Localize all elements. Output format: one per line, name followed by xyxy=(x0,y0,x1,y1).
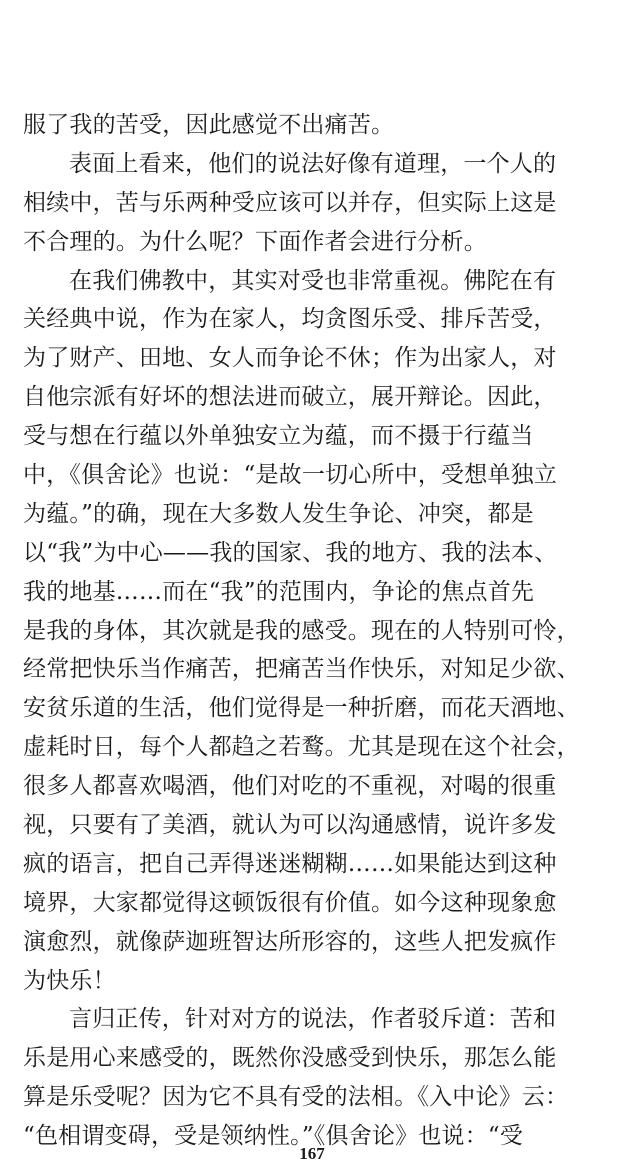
text-line: 视，只要有了美酒，就认为可以沟通感情，说许多发 xyxy=(23,812,557,839)
text-line: 为了财产、田地、女人而争论不休；作为出家人，对 xyxy=(23,345,557,372)
text-line: 自他宗派有好坏的想法进而破立，展开辩论。因此， xyxy=(23,384,557,411)
text-line: 不合理的。为什么呢？下面作者会进行分析。 xyxy=(23,228,487,255)
text-line: 以“我”为中心——我的国家、我的地方、我的法本、 xyxy=(23,539,558,566)
text-line: 关经典中说，作为在家人，均贪图乐受、排斥苦受， xyxy=(23,306,557,333)
text-line: 乐是用心来感受的，既然你没感受到快乐，那怎么能 xyxy=(23,1045,557,1072)
text-line: 境界，大家都觉得这顿饭很有价值。如今这种现象愈 xyxy=(23,889,557,916)
text-line: 受与想在行蕴以外单独安立为蕴，而不摄于行蕴当 xyxy=(23,423,534,450)
page-number: 167 xyxy=(299,1144,325,1163)
text-line: 经常把快乐当作痛苦，把痛苦当作快乐，对知足少欲、 xyxy=(23,656,580,683)
text-line: 安贫乐道的生活，他们觉得是一种折磨，而花天酒地、 xyxy=(23,695,580,722)
text-line: 很多人都喜欢喝酒，他们对吃的不重视，对喝的很重 xyxy=(23,773,557,800)
text-line: 为蕴。”的确，现在大多数人发生争论、冲突，都是 xyxy=(23,500,534,527)
text-line: 言归正传，针对对方的说法，作者驳斥道：苦和 xyxy=(69,1006,557,1033)
text-line: 在我们佛教中，其实对受也非常重视。佛陀在有 xyxy=(69,267,557,294)
text-line: 是我的身体，其次就是我的感受。现在的人特别可怜， xyxy=(23,617,580,644)
text-line: 中，《俱舍论》也说：“是故一切心所中，受想单独立 xyxy=(23,462,558,489)
text-line: 我的地基……而在“我”的范围内，争论的焦点首先 xyxy=(23,578,535,605)
body-text xyxy=(23,106,607,1156)
text-line: “色相谓变碍，受是领纳性。”《俱舍论》也说：“受 xyxy=(23,1123,524,1150)
text-line: 虚耗时日，每个人都趋之若鹜。尤其是现在这个社会， xyxy=(23,734,580,761)
text-line: 相续中，苦与乐两种受应该可以并存，但实际上这是 xyxy=(23,189,557,216)
text-line: 疯的语言，把自己弄得迷迷糊糊……如果能达到这种 xyxy=(23,850,557,877)
text-line: 服了我的苦受，因此感觉不出痛苦。 xyxy=(23,112,395,138)
text-line: 演愈烈，就像萨迦班智达所形容的，这些人把发疯作 xyxy=(23,928,557,955)
text-line: 为快乐！ xyxy=(23,967,116,994)
text-line: 表面上看来，他们的说法好像有道理，一个人的 xyxy=(69,150,557,177)
text-line: 算是乐受呢？因为它不具有受的法相。《入中论》云： xyxy=(23,1084,569,1111)
